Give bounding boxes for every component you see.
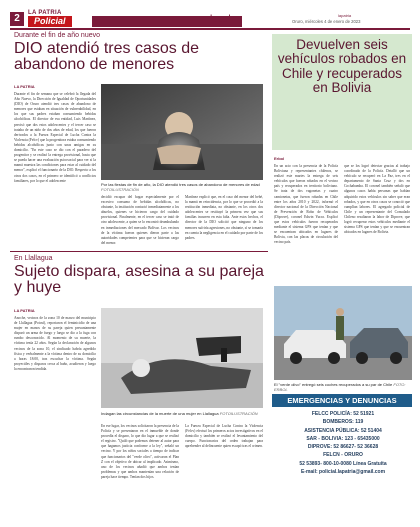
- article1-col3: Martínez explicó que, en el caso del menor del bebé, la mamá en reincidencia, por lo que se procedió a la restitución inmediata, no obstante, en los otros dos adolescentes se restituyó la primera vez que sus familias incurren en esta falta. Ante estos hechos, el director de la DIO solicitó que ninguno de los menores sufriría agresiones, no obstante, sí se tomaría en cuenta la negligencia en el cuidado por parte de los padres.: [185, 195, 263, 240]
- crime-scene-illustration: [101, 308, 263, 408]
- article1-col2: decidió escapar del hogar especialmente por el excesivo consumo de bebidas alcohólicas, no obstante, la institución contactó inmediatamente a los abuelos, quienes se hicieron cargo del cuidado provisional. Finalmente, en el tercer caso se trató de otro adolescente, a quien se lo encontró deambulando en inmediaciones del mercado Bolívar. Los vecinos de la víctima fueron quienes dieron parte a las autoridades competentes para que se hicieran cargo del menor.: [101, 195, 179, 245]
- caption-credit: FOTO: ERBOL: [274, 382, 406, 392]
- article2-kicker: En Llallagua: [14, 255, 53, 262]
- emergency-line-sar: SAR - BOLIVIA: 123 - 65435000: [306, 435, 380, 442]
- brand-top: LA PATRIA: [28, 10, 62, 16]
- article2-col3-text: Y por los niños sociales a tiempo de indicar que funcionarios del "verde olivo", activaron el Plan Z con el objetivo de ubicar al implicado. Asimismo, uno de los vecinos añadió que ambos tenían problemas y que ambos mantenían una relación de pareja hace tiempo. Tenían dos hijos.: [101, 449, 179, 479]
- article1-headline: DIO atendió tres casos de abandono de menores: [14, 40, 199, 73]
- brand-policial: Policial: [28, 16, 72, 27]
- header-rule: [10, 28, 410, 30]
- article3-headline: Devuelven seis vehículos robados en Chile y recuperados en Bolivia: [277, 37, 407, 96]
- article2-byline: LA PATRIA: [14, 308, 35, 313]
- emergency-line-email: E-mail: policial.lapatria@gmail.com: [300, 469, 386, 476]
- caption-text: Indagan las circunstancias de la muerte de una mujer en Llallagua: [101, 411, 219, 416]
- article1-byline: LA PATRIA: [14, 84, 35, 89]
- emergency-line-felcn: FELCN - ORURO: [323, 452, 363, 459]
- child-sitting-illustration: [101, 84, 263, 180]
- emergency-title: EMERGENCIAS Y DENUNCIAS: [272, 394, 412, 407]
- article3-photo: [274, 286, 412, 380]
- page-number: 2: [10, 12, 24, 26]
- emergency-line-asistencia: ASISTENCIA PÚBLICA: 52 51404: [304, 427, 382, 434]
- article2-col4: La Fuerza Especial de Lucha Contra la Violencia (Felcv) efectuó los primeros actos investigativos en el domicilio y también se realizó el levantamiento del cuerpo. Funcionarios del orden trabajan para aprehender al delincuente quien escapó tras el crimen.: [185, 424, 263, 449]
- article2-photo: [101, 308, 263, 408]
- emergency-line-bomberos: BOMBEROS: 119: [322, 419, 364, 426]
- article2-headline: Sujeto dispara, asesina a su pareja y huye: [14, 263, 264, 296]
- caption-text: Por las fiestas de fin de año, la DIO atendió tres casos de abandono de menores de edad: [101, 182, 260, 187]
- article2-photo-caption: [101, 411, 263, 416]
- emergency-line-felcc: FELCC POLICÍA: 52 51921: [311, 411, 375, 417]
- section-divider: [10, 251, 268, 252]
- caption-credit: FOTOILUSTRACIÓN: [101, 187, 139, 192]
- emergency-line-diprove: DIPROVE: 52 86627- 52 36628: [307, 444, 379, 451]
- article2-col2-text: En ese lugar, los vecinos solicitaron la presencia de la Policía y se presentaron en el inmueble de donde procedía el disparo, lo que dio lugar a que se realizó el registro. "Quiló que podemos detener al autor para que hagamos justicia conforme a la ley", señaló un vecino.: [101, 424, 179, 454]
- caption-text: El "verde olivo" entregó seis coches recuperados a su par de Chile: [274, 382, 393, 387]
- article1-photo-caption: [101, 182, 263, 192]
- section-label: local: [210, 14, 231, 25]
- date-line: Oruro, miércoles 4 de enero de 2023: [292, 19, 361, 24]
- website: lapatria: [338, 13, 352, 18]
- article1-col1: Durante el fin de semana que se celebró la llegada del Año Nuevo, la Dirección de Igualdad de Oportunidades (DIO) de Oruro atendió tres casos de abandono de menores que estaban en situación de vulnerabilidad, en los que sus padres estaban consumiendo bebidas alcohólicas. El director de esa entidad, Luis Martínez, precisó que dos estos adolescentes y el tercer caso se trataba de un niño de dos años de edad, los que fueron derivados a la Fuerza Especial de Lucha Contra la Violencia (Felcv) que la progenitora estaba consumiendo bebidas alcohólicas junto con unas amigas en su domicilio. "En este caso se dio con el paradero del progenitor y se realizó la entrega provisional, hasta que se pueda hacer una evaluación psicosocial para ver si la mamá muestra las condiciones para estar al cuidado del menor", explicó el funcionario de la DIO. Respecto a los otros dos casos, en el primero se identificó a conflictos familiares, por lo que el adolescente: [14, 92, 96, 183]
- article3-col2: que se los logró detectar gracias al trabajo coordinado de la Policía. Detalló que un vehículo se recuperó en La Paz, tres en el departamento de Santa Cruz y dos en Cochabamba. El coronel también señaló que algunos casos había personas que habían adquirido estos vehículos sin saber que eran robados, y que en otros casos se conoció que cumplían labores. El agregado policial de Chile y un representante del Consulado Chileno resaltaron la labor de Diprove, que logró recuperar estos vehículos mediante el sistema GPS que tenían y que se encuentran ubicados en lugares de Bolivia.: [344, 164, 410, 235]
- article2-col1: Anoche, vecinos de la zona 10 de marzo del municipio de Llallagua (Potosí), reportaron el feminicidio de una mujer en manos de su pareja quien presuntamente disparó un arma de fuego y luego se dio a la fuga con rumbo desconocido. Al momento de su muerte, la víctima tenía 22 años. Según la declaración de algunos vecinos de la zona 10, el sindicado habría agredido física y verbalmente a la víctima dentro de su domicilio a horas 18:00, tras escuchar la víctima. Según proyectiles y disparos cerca al baño, acudieron y luego la encontraron tendida.: [14, 316, 96, 371]
- emergency-list: [274, 410, 412, 476]
- emergency-line-free: 52 53893- 800-10-0080 Línea Gratuita: [299, 460, 387, 467]
- article2-col2: [101, 424, 179, 521]
- article1-kicker: Durante el fin de año nuevo: [14, 32, 101, 39]
- article3-col1: En un acto con la presencia de la Policía Boliviana y representantes chilenos, se realizó este martes la entrega de seis vehículos que fueron robados en el vecino país y recuperados en territorio boliviano. Se trata de dos vagonetas y cuatro camionetas, que fueron robadas en Chile entre los años 2010 y 2022, informó el director nacional de la Dirección Nacional de Prevención de Robo de Vehículos (Diprove), coronel Edwin Yucra. Explicó que estos vehículos fueron recuperados mediante el sistema GPS que tenían y que se encuentran ubicados en lugares de Bolivia, con las placas de circulación del vecino país.: [274, 164, 338, 245]
- article1-photo: [101, 84, 263, 180]
- article3-photo-caption: [274, 382, 412, 392]
- caption-credit: FOTOILUSTRACIÓN: [219, 411, 258, 416]
- article3-byline: Erbol: [274, 156, 285, 161]
- recovered-vehicles-photo: [274, 286, 412, 380]
